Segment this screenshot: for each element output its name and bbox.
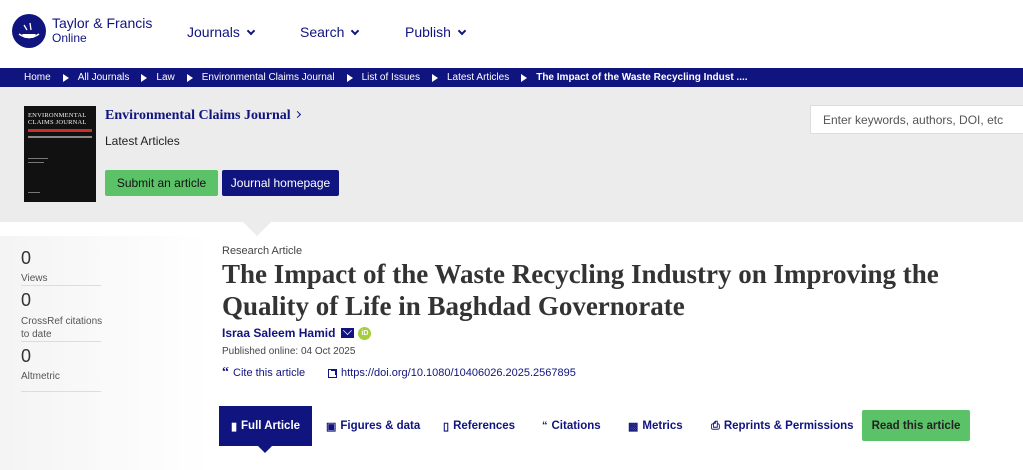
- cite-article-link[interactable]: [222, 367, 305, 379]
- altmetric-label: Altmetric: [21, 371, 60, 382]
- views-label: Views: [21, 273, 48, 284]
- nav-publish-label: Publish: [405, 24, 451, 40]
- doi-text: https://doi.org/10.1080/10406026.2025.2567895: [341, 367, 576, 379]
- breadcrumb-all-journals[interactable]: All Journals: [77, 72, 130, 83]
- breadcrumb-arrow-icon: [141, 74, 147, 82]
- article-tabs: [0, 406, 1023, 470]
- image-icon: ▣: [326, 420, 337, 433]
- logo-icon: [12, 14, 46, 48]
- document-icon: ▮: [230, 420, 238, 433]
- book-icon: ▯: [443, 420, 450, 433]
- crossref-label: CrossRef citations to date: [21, 316, 103, 340]
- breadcrumb: [0, 68, 1023, 87]
- tab-figures[interactable]: ▣ Figures & data: [326, 420, 421, 433]
- author: [222, 326, 371, 340]
- active-tab-notch: [258, 446, 272, 453]
- cite-label: Cite this article: [233, 367, 306, 379]
- altmetric-count: 0: [21, 346, 32, 366]
- crossref-count: 0: [21, 290, 32, 310]
- article-type: Research Article: [222, 245, 303, 257]
- search-input[interactable]: Enter keywords, authors, DOI, etc: [810, 105, 1023, 134]
- tab-metrics[interactable]: ▩ Metrics: [628, 420, 683, 433]
- top-header: [0, 0, 1023, 68]
- nav-journals-label: Journals: [187, 24, 240, 40]
- banner-notch: [243, 222, 271, 236]
- chevron-down-icon: [351, 26, 359, 34]
- published-date: Published online: 04 Oct 2025: [222, 346, 356, 357]
- breadcrumb-issues[interactable]: List of Issues: [361, 72, 420, 83]
- breadcrumb-arrow-icon: [63, 74, 69, 82]
- breadcrumb-journal[interactable]: Environmental Claims Journal: [201, 72, 335, 83]
- breadcrumb-arrow-icon: [521, 74, 527, 82]
- external-link-icon: [328, 369, 337, 378]
- breadcrumb-home[interactable]: Home: [24, 72, 51, 83]
- journal-cover[interactable]: [24, 106, 96, 202]
- journal-title-link[interactable]: [105, 108, 300, 124]
- journal-homepage-button[interactable]: Journal homepage: [222, 170, 339, 196]
- chevron-down-icon: [458, 26, 466, 34]
- breadcrumb-latest[interactable]: Latest Articles: [446, 72, 510, 83]
- brand-name: Taylor & Francis: [52, 15, 153, 31]
- breadcrumb-arrow-icon: [187, 74, 193, 82]
- breadcrumb-law[interactable]: Law: [156, 72, 175, 83]
- brand-subname: Online: [52, 31, 87, 45]
- tab-full-article[interactable]: ▮ Full Article: [219, 406, 312, 446]
- breadcrumb-current: The Impact of the Waste Recycling Indust ....: [536, 72, 748, 83]
- print-icon: ⎙: [711, 419, 720, 432]
- breadcrumb-arrow-icon: [347, 74, 353, 82]
- doi-link[interactable]: [328, 367, 576, 379]
- breadcrumb-arrow-icon: [432, 74, 438, 82]
- tab-citations[interactable]: “ Citations: [542, 420, 601, 432]
- email-icon[interactable]: [341, 328, 354, 338]
- chevron-down-icon: [247, 26, 255, 34]
- site-logo[interactable]: [12, 14, 152, 48]
- journal-subtitle: Latest Articles: [105, 134, 180, 148]
- nav-publish[interactable]: [405, 24, 465, 40]
- article-title: The Impact of the Waste Recycling Industry on Improving the Quality of Life in Baghdad Governorate: [222, 259, 939, 321]
- views-count: 0: [21, 248, 32, 268]
- quote-icon: “: [542, 420, 548, 432]
- tab-reprints[interactable]: ⎙ Reprints & Permissions: [711, 419, 854, 432]
- nav-journals[interactable]: [187, 24, 254, 40]
- chevron-right-icon: [294, 111, 301, 118]
- journal-title: Environmental Claims Journal: [105, 108, 291, 123]
- read-article-button[interactable]: Read this article: [862, 410, 970, 441]
- quote-icon: “: [222, 365, 229, 380]
- bar-chart-icon: ▩: [628, 420, 639, 433]
- author-name[interactable]: Israa Saleem Hamid: [222, 326, 336, 340]
- orcid-icon[interactable]: iD: [358, 327, 371, 340]
- tab-references[interactable]: ▯ References: [443, 420, 516, 433]
- nav-search-label: Search: [300, 24, 345, 40]
- cover-title: ENVIRONMENTAL CLAIMS JOURNAL: [28, 112, 87, 126]
- submit-article-button[interactable]: Submit an article: [105, 170, 218, 196]
- nav-search[interactable]: [300, 24, 358, 40]
